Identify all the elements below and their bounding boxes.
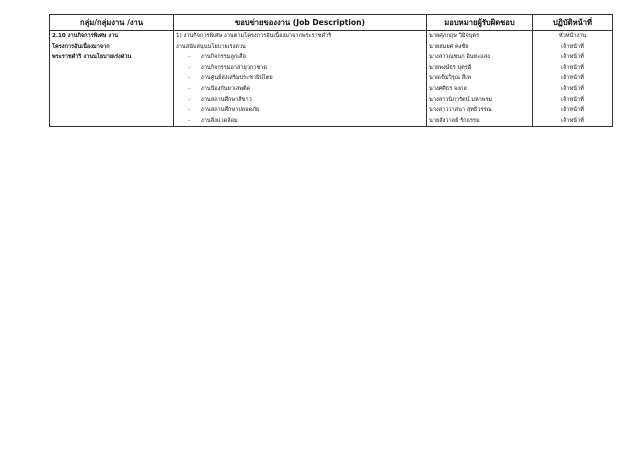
person-name: นายศุภกฤษ วิมิจบุตร [427, 31, 533, 42]
group-name-line: พระราชดำริ งานนโยบายเร่งด่วน [50, 52, 174, 63]
sub-task-label: งานสถานศึกษาปลอดภัย [201, 107, 260, 114]
duty-role: เจ้าหน้าที่ [533, 84, 613, 95]
sub-task-label: งานสิ่งแวดล้อม [201, 117, 238, 124]
person-name: นายสังวาลย์ รักธรรม [427, 116, 533, 127]
group-cell-empty [50, 116, 174, 127]
list-dash: - [188, 107, 191, 114]
header-responsible-person: มอบหมายผู้รับผิดชอบ [427, 15, 533, 31]
duty-role: เจ้าหน้าที่ [533, 116, 613, 127]
duty-role: เจ้าหน้าที่ [533, 73, 613, 84]
person-name: นางสาวนิภารัตน์ มหาพรม [427, 95, 533, 106]
duty-role: หัวหน้างาน [533, 31, 613, 42]
table-row [50, 31, 613, 42]
table-row [50, 116, 613, 127]
table-row [50, 73, 613, 84]
table-row [50, 84, 613, 95]
header-duty: ปฏิบัติหน้าที่ [533, 15, 613, 31]
group-name-line: 2.10 งานกิจการพิเศษ งาน [50, 31, 174, 42]
sub-task-label: งานกิจกรรมลูกเสือ [201, 54, 246, 61]
group-cell-empty [50, 63, 174, 74]
person-name: นางสาววาสนา สุทธิวรรณ [427, 105, 533, 116]
person-name: นายพงษ์ธร บุตรดี [427, 63, 533, 74]
sub-task [174, 116, 427, 127]
list-dash: - [188, 64, 191, 71]
sub-task-label: งานกิจกรรมอาสายุวกาชาด [201, 64, 268, 71]
person-name: นางสาวณชนก อินทะแสง [427, 52, 533, 63]
list-dash: - [188, 117, 191, 124]
list-dash: - [188, 96, 191, 103]
person-name: นางศศิธร จงกล [427, 84, 533, 95]
duty-role: เจ้าหน้าที่ [533, 95, 613, 106]
sub-task-label: งานศูนย์ส่งเสริมประชาธิปไตย [201, 75, 273, 82]
group-cell-empty [50, 73, 174, 84]
list-dash: - [188, 75, 191, 82]
description-line: งานสนับสนุนนโยบายเร่งด่วน [174, 42, 427, 53]
header-group: กลุ่ม/กลุ่มงาน /งาน [50, 15, 174, 31]
sub-task-label: งานป้องกันยาเสพติด [201, 85, 251, 92]
group-cell-empty [50, 95, 174, 106]
duty-role: เจ้าหน้าที่ [533, 52, 613, 63]
header-job-description: ขอบข่ายของงาน (Job Description) [174, 15, 427, 31]
duty-role: เจ้าหน้าที่ [533, 42, 613, 53]
table-row [50, 63, 613, 74]
sub-task-label: งานสถานศึกษาสีขาว [201, 96, 252, 103]
duty-role: เจ้าหน้าที่ [533, 63, 613, 74]
person-name: นายเข็มวิรุณ สีเท [427, 73, 533, 84]
sub-task [174, 63, 427, 74]
table-header-row [50, 15, 613, 31]
group-cell-empty [50, 105, 174, 116]
sub-task [174, 52, 427, 63]
table-row [50, 52, 613, 63]
description-line: 1) งานกิจการพิเศษ งานตามโครงการอันเนื่องมาจากพระราชดำริ [174, 31, 427, 42]
sub-task [174, 95, 427, 106]
table-row [50, 105, 613, 116]
duty-role: เจ้าหน้าที่ [533, 105, 613, 116]
job-description-table [49, 14, 613, 127]
list-dash: - [188, 54, 191, 61]
sub-task [174, 73, 427, 84]
list-dash: - [188, 85, 191, 92]
sub-task [174, 105, 427, 116]
group-cell-empty [50, 84, 174, 95]
group-name-line: โครงการอันเนื่องมาจาก [50, 42, 174, 53]
table-row [50, 95, 613, 106]
person-name: นายสมยศ คงชัย [427, 42, 533, 53]
table-row [50, 42, 613, 53]
sub-task [174, 84, 427, 95]
